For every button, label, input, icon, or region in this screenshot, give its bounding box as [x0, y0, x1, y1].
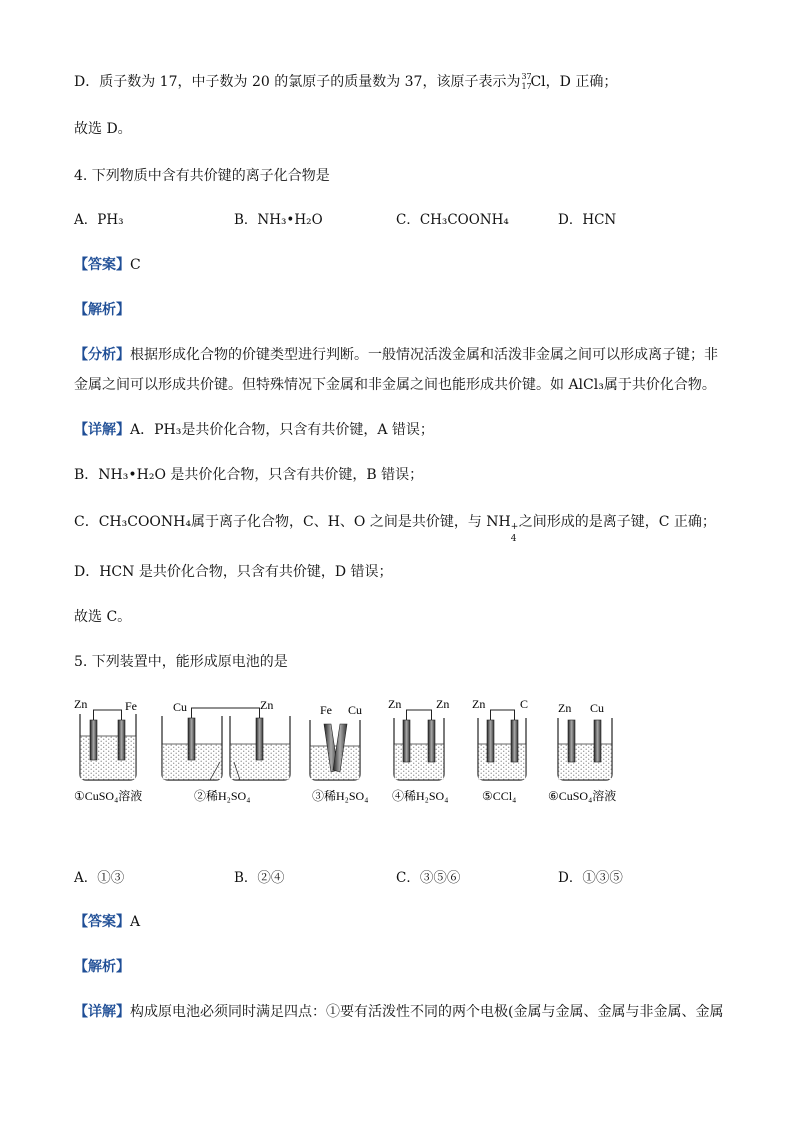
- b1-right-label: Fe: [125, 699, 137, 713]
- detail-a: 【详解】A．PH₃是共价化合物，只含有共价键，A 错误；: [74, 422, 434, 438]
- b2-caption: ②稀H₂SO₄: [194, 789, 251, 803]
- detail-5: 【详解】构成原电池必须同时满足四点：①要有活泼性不同的两个电极(金属与金属、金属与非金属、金属: [74, 1004, 724, 1020]
- answer-5: 【答案】A: [74, 914, 141, 930]
- q4-option-a: A．PH₃: [74, 212, 124, 228]
- b1-left-label: Zn: [74, 697, 88, 711]
- b5-left-label: Zn: [472, 697, 486, 711]
- galvanic-cell-apparatus-figure: [70, 692, 650, 817]
- analysis-4-heading: 【解析】: [74, 302, 130, 318]
- b4-left-label: Zn: [388, 697, 402, 711]
- question-4: 4. 下列物质中含有共价键的离子化合物是: [74, 168, 330, 184]
- b3-right-label: Cu: [348, 703, 363, 717]
- b6-left-label: Zn: [558, 701, 572, 715]
- beaker-3: [310, 703, 368, 803]
- b3-left-label: Fe: [320, 703, 332, 717]
- analysis-5-heading: 【解析】: [74, 959, 130, 975]
- b2-left-label: Cu: [173, 700, 188, 714]
- q4-option-b: B．NH₃•H₂O: [234, 212, 323, 228]
- detail-d: D．HCN 是共价化合物，只含有共价键，D 错误；: [74, 564, 393, 580]
- isotope-notation: 37 17: [521, 72, 532, 91]
- q5-option-b: B．②④: [234, 870, 285, 886]
- b1-caption: ①CuSO₄溶液: [74, 789, 143, 803]
- q5-option-c: C．③⑤⑥: [396, 870, 461, 886]
- answer-4: 【答案】C: [74, 257, 141, 273]
- conclusion-d: 故选 D。: [74, 121, 132, 137]
- b4-right-label: Zn: [436, 697, 450, 711]
- b4-caption: ④稀H₂SO₄: [392, 789, 449, 803]
- q4-option-c: C．CH₃COONH₄: [396, 212, 509, 228]
- q5-option-d: D．①③⑤: [558, 870, 623, 886]
- beaker-6: [548, 701, 616, 803]
- detail-b: B．NH₃•H₂O 是共价化合物，只含有共价键，B 错误；: [74, 467, 424, 483]
- b5-right-label: C: [520, 697, 529, 711]
- fenxi-line-1: 【分析】根据形成化合物的价键类型进行判断。一般情况活泼金属和活泼非金属之间可以形成离子键；非: [74, 347, 718, 363]
- detail-c: C．CH₃COONH₄属于离子化合物，C、H、O 之间是共价键，与 NH + 4 之间形成的是离子键，C 正确；: [74, 514, 716, 544]
- beaker-2: [162, 698, 290, 803]
- q5-option-a: A．①③: [74, 870, 125, 886]
- question-5: 5. 下列装置中，能形成原电池的是: [74, 654, 288, 670]
- beaker-5: [472, 697, 528, 803]
- fenxi-line-2: 金属之间可以形成共价键。但特殊情况下金属和非金属之间也能形成共价键。如 AlCl₃属于共价化合物。: [74, 377, 716, 393]
- b6-right-label: Cu: [590, 701, 605, 715]
- beaker-1: [74, 697, 142, 803]
- conclusion-c: 故选 C。: [74, 609, 132, 625]
- b3-caption: ③稀H₂SO₄: [312, 789, 369, 803]
- b2-right-label: Zn: [260, 698, 274, 712]
- b5-caption: ⑤CCl₄: [482, 789, 517, 803]
- q4-option-d: D．HCN: [558, 212, 617, 228]
- b6-caption: ⑥CuSO₄溶液: [548, 789, 617, 803]
- beaker-4: [388, 697, 449, 803]
- option-d-explanation: D．质子数为 17，中子数为 20 的氯原子的质量数为 37，该原子表示为 37 17 Cl，D 正确；: [74, 72, 618, 91]
